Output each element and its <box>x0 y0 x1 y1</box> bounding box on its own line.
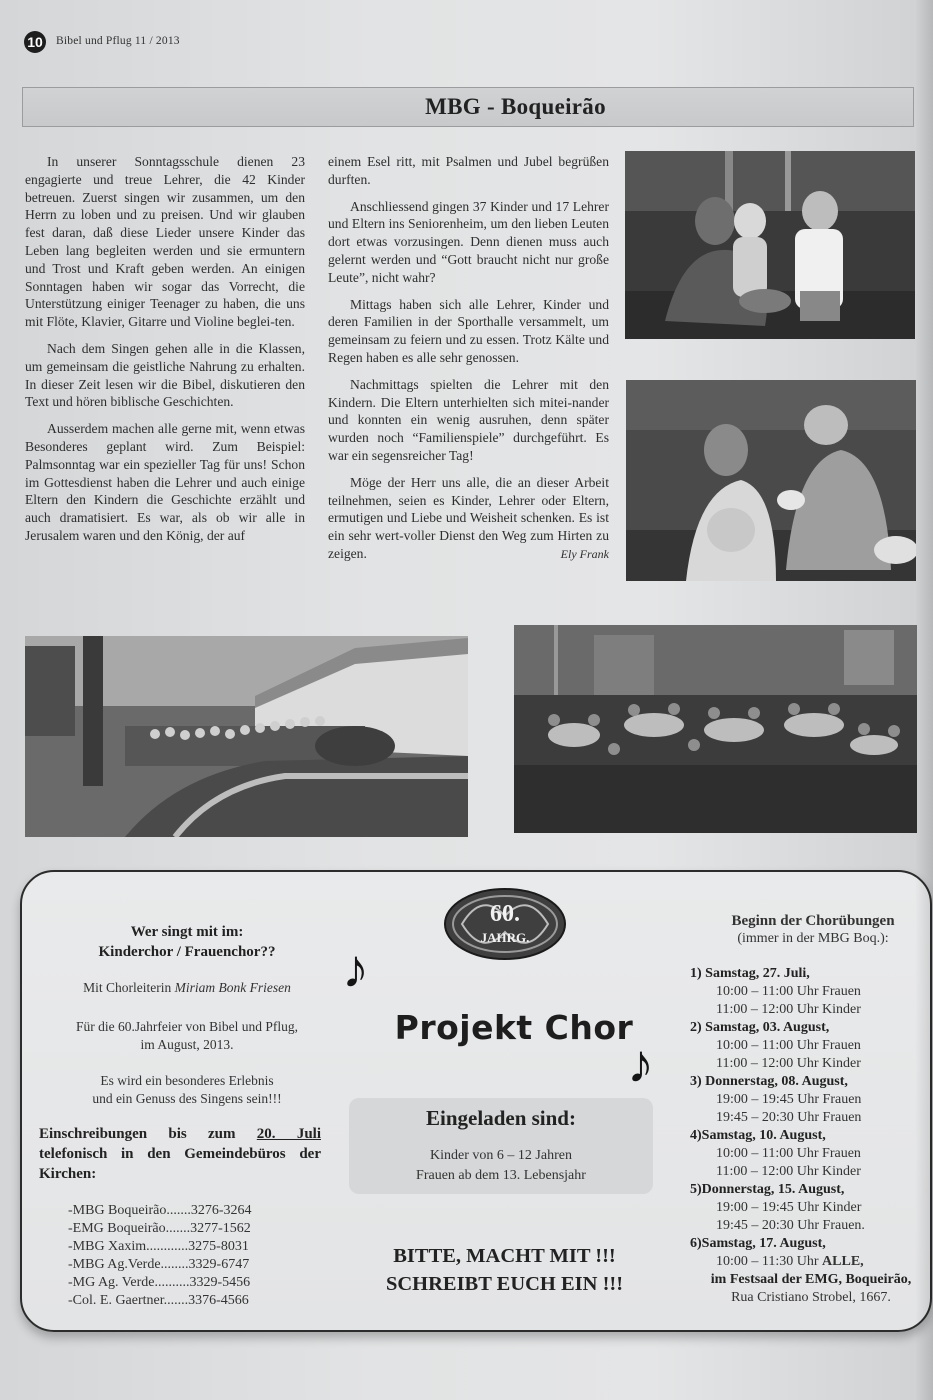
rehearsal-schedule <box>690 912 930 1307</box>
schedule-lines <box>690 965 930 1253</box>
schedule-time: 19:45 – 20:30 Uhr Frauen <box>716 1110 862 1125</box>
paragraph: einem Esel ritt, mit Psalmen und Jubel begrüßen durften. <box>328 154 609 187</box>
signup-date: 20. Juli <box>256 1126 321 1142</box>
music-note-icon: ♪ <box>627 1034 654 1094</box>
signup-text: Einschreibungen bis zum <box>39 1126 257 1142</box>
page-number-badge: 10 <box>24 31 46 53</box>
schedule-time: 11:00 – 12:00 Uhr Kinder <box>716 1002 861 1017</box>
article-column-1 <box>25 153 305 554</box>
schedule-date: 4)Samstag, 10. August, <box>690 1128 826 1143</box>
invited-heading: Eingeladen sind: <box>426 1106 576 1130</box>
schedule-date: 3) Donnerstag, 08. August, <box>690 1074 848 1089</box>
jubilee-logo <box>442 886 568 962</box>
phone-entry: -MBG Xaxim............3275-8031 <box>68 1239 249 1254</box>
signup-text: telefonisch in den Gemeindebüros der Kirchen: <box>39 1146 321 1182</box>
article-column-2 <box>328 153 609 564</box>
schedule-time: 19:00 – 19:45 Uhr Kinder <box>716 1200 862 1215</box>
phone-entry: -MG Ag. Verde..........3329-5456 <box>68 1275 251 1290</box>
phone-entry: -MBG Boqueirão.......3276-3264 <box>68 1203 252 1218</box>
article-title-bar <box>22 87 914 127</box>
chor-heading-line: Kinderchor / Frauenchor?? <box>98 944 276 960</box>
paragraph: Nach dem Singen gehen alle in die Klassen, um gemeinsam die geistliche Nahrung zu erhalten. In dieser Zeit lesen wir die Bibel, diskutieren den Text und hören biblische Geschichten. <box>25 340 305 410</box>
invited-line: Frauen ab dem 13. Lebensjahr <box>416 1168 586 1183</box>
projekt-chor-title: Projekt Chor <box>394 1008 634 1047</box>
schedule-final-place: im Festsaal der EMG, Boqueirão, <box>710 1272 912 1287</box>
paragraph-text: Möge der Herr uns alle, die an dieser Arbeit teilnehmen, seien es Kinder, Lehrer oder Eltern, ermutigen und Liebe und Weisheit schenken. Es ist ein sehr wert-voller Dienst den Weg zum Hirten zu zeigen. <box>328 474 609 561</box>
schedule-subheading: (immer in der MBG Boq.): <box>737 931 889 946</box>
appeal-text <box>342 1242 667 1298</box>
schedule-time: 10:00 – 11:00 Uhr Frauen <box>716 1146 861 1161</box>
schedule-time: 19:00 – 19:45 Uhr Frauen <box>716 1092 862 1107</box>
chor-leader <box>42 980 332 996</box>
chor-purpose-line: Für die 60.Jahrfeier von Bibel und Pflug, <box>76 1019 298 1034</box>
chor-experience-line: Es wird ein besonderes Erlebnis <box>100 1073 274 1088</box>
schedule-time: 11:00 – 12:00 Uhr Kinder <box>716 1056 861 1071</box>
paragraph: Anschliessend gingen 37 Kinder und 17 Lehrer und Eltern ins Seniorenheim, um den lieben Leuten dort etwas vorzusingen. Denn dienen muss auch gelernt werden und “Gott braucht nicht nur große Leute”, nicht wahr? <box>328 198 609 285</box>
final-time: 10:00 – 11:30 Uhr <box>716 1254 823 1269</box>
logo-text: JAHRG. <box>480 930 530 945</box>
schedule-time: 11:00 – 12:00 Uhr Kinder <box>716 1164 861 1179</box>
appeal-line: BITTE, MACHT MIT !!! <box>393 1245 616 1267</box>
running-title: Bibel und Pflug 11 / 2013 <box>56 35 180 47</box>
photo-teacher-with-children <box>625 151 915 339</box>
music-note-icon: ♪ <box>342 939 369 999</box>
photo-lunch-in-sporthalle <box>514 625 917 833</box>
schedule-time: 10:00 – 11:00 Uhr Frauen <box>716 984 861 999</box>
paragraph: Mittags haben sich alle Lehrer, Kinder und deren Familien in der Sporthalle versammelt, um gemeinsam zu feiern und zu essen. Trotz Kälte und Regen haben es alle sehr genossen. <box>328 296 609 365</box>
paragraph: Ausserdem machen alle gerne mit, wenn etwas Besonderes geplant wird. Zum Beispiel: Palmsonntag war ein spezieller Tag für uns! Schon im Gottesdienst haben die Lehrer und auch einige Eltern den Kindern die Geschichte erzählt und auch dramatisiert. Es war, als ob wir alle in Jerusalem waren und den König, der auf <box>25 421 305 543</box>
author-signature: Ely Frank <box>560 546 609 561</box>
photo-group-at-seniorenheim <box>25 636 468 837</box>
schedule-time: 19:45 – 20:30 Uhr Frauen. <box>716 1218 865 1233</box>
phone-entry: -Col. E. Gaertner.......3376-4566 <box>68 1293 249 1308</box>
chor-experience <box>42 1072 332 1108</box>
schedule-heading: Beginn der Chorübungen <box>731 913 895 929</box>
paragraph: In unserer Sonntagsschule dienen 23 engagierte und treue Lehrer, die 42 Kinder betreuen. Zuerst singen wir zusammen, um den Herrn zu loben und zu preisen. Und wir glauben fest daran, daß diese Lieder unsere Kinder das Leben lang begleiten werden und sie ermuntern und Trost und Kraft geben werden. An einigen Sonntagen haben wir sogar das Vorrecht, die Unterstützung einiger Teenager zu haben, die uns mit Flöte, Klavier, Gitarre und Violine beglei-ten. <box>25 154 305 330</box>
phone-entry: -MBG Ag.Verde........3329-6747 <box>68 1257 250 1272</box>
phone-entry: -EMG Boqueirão.......3277-1562 <box>68 1221 251 1236</box>
chor-heading-line: Wer singt mit im: <box>130 924 244 940</box>
appeal-line: SCHREIBT EUCH EIN !!! <box>385 1273 624 1295</box>
chor-leader-prefix: Mit Chorleiterin <box>83 980 175 995</box>
final-who: ALLE, <box>822 1254 864 1269</box>
invited-panel <box>349 1098 653 1194</box>
invited-line: Kinder von 6 – 12 Jahren <box>430 1148 572 1163</box>
chor-leader-name: Miriam Bonk Friesen <box>174 980 291 995</box>
schedule-final-address: Rua Cristiano Strobel, 1667. <box>731 1290 891 1305</box>
paragraph <box>328 474 609 563</box>
chor-announcement-box <box>20 870 932 1332</box>
phone-list <box>68 1202 308 1310</box>
schedule-date: 5)Donnerstag, 15. August, <box>690 1182 845 1197</box>
logo-number: 60. <box>490 901 520 927</box>
schedule-date: 6)Samstag, 17. August, <box>690 1236 826 1251</box>
chor-purpose <box>42 1018 332 1054</box>
chor-experience-line: und ein Genuss des Singens sein!!! <box>92 1091 282 1106</box>
schedule-date: 1) Samstag, 27. Juli, <box>690 966 810 981</box>
paragraph: Nachmittags spielten die Lehrer mit den Kindern. Die Eltern unterhielten sich mitei-nander und konnten ein wenig ausruhen, denn später wurden noch “Familienspiele” durchgeführt. Es war ein segensreicher Tag! <box>328 376 609 463</box>
chor-signup-text <box>39 1124 321 1184</box>
chor-purpose-line: im August, 2013. <box>140 1037 234 1052</box>
photo-family-games <box>626 380 916 581</box>
chor-heading <box>42 922 332 962</box>
schedule-final-time <box>690 1253 930 1271</box>
article-title: MBG - Boqueirão <box>425 94 606 119</box>
schedule-date: 2) Samstag, 03. August, <box>690 1020 830 1035</box>
schedule-time: 10:00 – 11:00 Uhr Frauen <box>716 1038 861 1053</box>
